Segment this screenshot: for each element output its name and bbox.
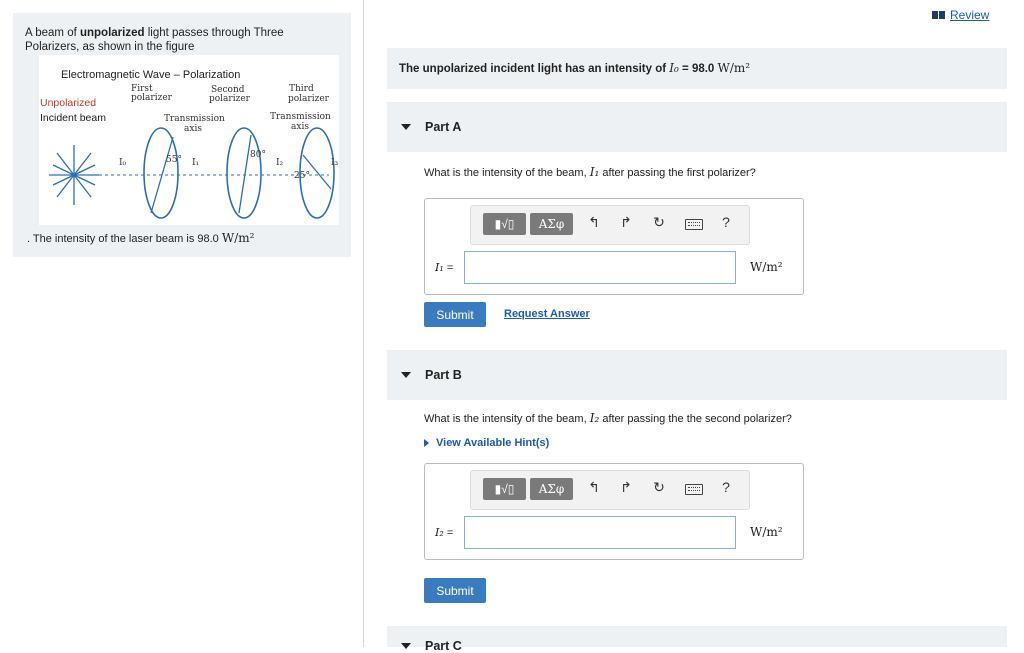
part-a-header[interactable] (387, 102, 1007, 152)
label-transmission-axis-2: Transmission (270, 112, 331, 122)
templates-button[interactable]: ▮√▯ (483, 213, 526, 235)
second-polarizer-disc (227, 128, 261, 218)
given-value: = 98.0 (678, 63, 718, 75)
label-first-polarizer: First (131, 84, 153, 94)
part-b-question (424, 411, 792, 425)
question-panel (364, 0, 1024, 653)
keyboard-icon[interactable] (685, 484, 703, 495)
given-unit: W/m² (717, 61, 751, 75)
undo-icon[interactable]: ↰ (588, 479, 600, 495)
part-b-header[interactable] (387, 350, 1007, 400)
intensity-note-text: . The intensity of the laser beam is 98.0 (27, 233, 222, 245)
angle-55: 55° (166, 155, 182, 165)
help-icon[interactable]: ? (722, 479, 730, 495)
angle-80: 80° (250, 150, 266, 160)
collapse-triangle-icon (401, 643, 411, 649)
unpolarized-star (49, 145, 99, 205)
expand-triangle-icon (424, 439, 429, 447)
label-unpolarized: Unpolarized (40, 97, 97, 109)
label-transmission-axis-2b: axis (291, 122, 309, 132)
angle-25: 25° (294, 171, 310, 181)
label-incident-beam: Incident beam (40, 112, 106, 124)
part-a-var-label: I₁ = (435, 261, 454, 274)
collapse-triangle-icon (401, 372, 411, 378)
label-transmission-axis-1b: axis (184, 124, 202, 134)
part-a-question-var: I₁ (589, 165, 600, 179)
reset-icon[interactable]: ↻ (653, 214, 665, 230)
part-b-var-label: I₂ = (435, 526, 454, 539)
review-icon (932, 11, 946, 19)
part-a-answer-input[interactable] (464, 251, 736, 284)
given-info-band (387, 48, 1007, 89)
part-b-unit: W/m² (750, 525, 783, 539)
part-a-var: I₁ (435, 261, 444, 274)
part-b-submit-button[interactable]: Submit (424, 578, 486, 603)
collapse-triangle-icon (401, 124, 411, 130)
problem-panel (0, 0, 364, 647)
request-answer-link[interactable]: Request Answer (504, 308, 590, 320)
part-a-question (424, 165, 756, 179)
intro-text-post: light passes through Three Polarizers, as shown in the figure (25, 27, 284, 53)
problem-card (13, 13, 351, 257)
problem-intro (25, 26, 325, 54)
part-b-var: I₂ (435, 526, 444, 539)
given-var: I₀ (669, 61, 679, 75)
view-hints-label: View Available Hint(s) (436, 437, 550, 449)
intensity-note-unit: W/m² (221, 231, 255, 245)
reset-icon[interactable]: ↻ (653, 479, 665, 495)
intensity-note (27, 231, 254, 245)
part-a-label: Part A (425, 120, 462, 134)
second-polarizer-axis (239, 135, 251, 213)
part-a-submit-button[interactable]: Submit (424, 302, 486, 327)
intro-text-pre: A beam of (25, 27, 80, 39)
polarization-figure (39, 55, 339, 225)
part-a-unit: W/m² (750, 260, 783, 274)
symbols-button[interactable]: ΑΣφ (530, 478, 573, 500)
review-link[interactable] (932, 8, 989, 22)
redo-icon[interactable]: ↱ (620, 479, 632, 495)
keyboard-icon[interactable] (685, 219, 703, 230)
label-second-polarizer: Second (211, 85, 245, 95)
part-c-label: Part C (425, 639, 462, 653)
part-b-answer-box (424, 463, 804, 560)
given-text-pre: The unpolarized incident light has an intensity of (399, 63, 670, 75)
label-transmission-axis-1: Transmission (164, 114, 225, 124)
part-a-question-post: after passing the first polarizer? (599, 167, 756, 179)
part-c-header[interactable] (387, 626, 1007, 653)
part-b-question-post: after passing the the second polarizer? (599, 413, 792, 425)
label-i0: I₀ (119, 158, 127, 168)
templates-button[interactable]: ▮√▯ (483, 478, 526, 500)
label-i1: I₁ (192, 158, 200, 168)
redo-icon[interactable]: ↱ (620, 214, 632, 230)
part-b-math-toolbar (470, 470, 750, 510)
part-b-label: Part B (425, 368, 462, 382)
review-label: Review (950, 8, 990, 22)
part-a-question-pre: What is the intensity of the beam, (424, 167, 590, 179)
figure-title: Electromagnetic Wave – Polarization (61, 69, 241, 81)
part-a-answer-box (424, 198, 804, 295)
label-i2: I₂ (276, 158, 284, 168)
first-polarizer-disc (144, 128, 178, 218)
label-third-polarizer: Third (289, 84, 314, 94)
part-b-question-var: I₂ (589, 411, 600, 425)
symbols-button[interactable]: ΑΣφ (530, 213, 573, 235)
label-i3: I₃ (331, 158, 339, 168)
label-second-polarizer-2: polarizer (209, 94, 250, 104)
undo-icon[interactable]: ↰ (588, 214, 600, 230)
part-b-answer-input[interactable] (464, 516, 736, 549)
part-a-math-toolbar (470, 205, 750, 245)
help-icon[interactable]: ? (722, 214, 730, 230)
intro-text-bold: unpolarized (79, 27, 145, 39)
view-hints-link[interactable] (424, 437, 549, 449)
label-first-polarizer-2: polarizer (131, 93, 172, 103)
given-info-text (399, 61, 750, 75)
label-third-polarizer-2: polarizer (288, 94, 329, 104)
part-b-question-pre: What is the intensity of the beam, (424, 413, 590, 425)
